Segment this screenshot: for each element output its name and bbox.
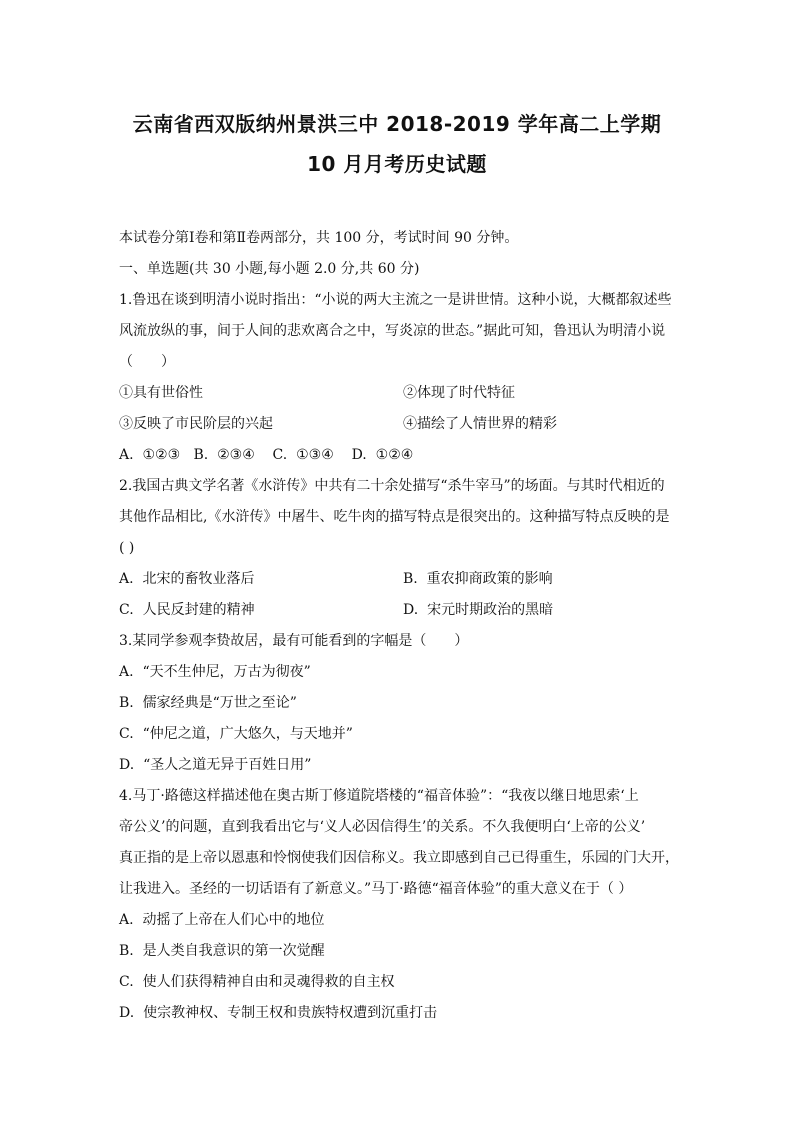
q3-option-b: B. 儒家经典是“万世之至论” — [119, 695, 297, 711]
q4-stem-line2: 帝公义’的问题，直到我看出它与‘义人必因信得生’的关系。不久我便明白‘上帝的公义’ — [119, 819, 646, 835]
q1-item-4: ④描绘了人情世界的精彩 — [403, 416, 557, 432]
q1-item-1: ①具有世俗性 — [119, 385, 203, 401]
q4-option-a: A. 动摇了上帝在人们心中的地位 — [119, 912, 325, 928]
page-title-line2: 10 月月考历史试题 — [307, 152, 487, 176]
q3-option-c: C. “仲尼之道，广大悠久，与天地并” — [119, 726, 353, 742]
q2-stem-line1: 2.我国古典文学名著《水浒传》中共有二十余处描写“杀牛宰马”的场面。与其时代相近的 — [119, 478, 665, 494]
q4-option-d: D. 使宗教神权、专制王权和贵族特权遭到沉重打击 — [119, 1005, 438, 1021]
q4-option-b: B. 是人类自我意识的第一次觉醒 — [119, 943, 325, 959]
q1-stem-line1: 1.鲁迅在谈到明清小说时指出：“小说的两大主流之一是讲世情。这种小说，大概都叙述些 — [119, 292, 672, 308]
section-heading: 一、单选题(共 30 小题,每小题 2.0 分,共 60 分) — [119, 261, 420, 277]
q1-item-2: ②体现了时代特征 — [403, 385, 515, 401]
q1-options: A. ①②③ B. ②③④ C. ①③④ D. ①②④ — [119, 447, 414, 463]
q4-option-c: C. 使人们获得精神自由和灵魂得救的自主权 — [119, 974, 395, 990]
q3-option-a: A. “天不生仲尼，万古为彻夜” — [119, 664, 311, 680]
q2-option-a: A. 北宋的畜牧业落后 — [119, 571, 255, 587]
exam-intro: 本试卷分第Ⅰ卷和第Ⅱ卷两部分，共 100 分，考试时间 90 分钟。 — [119, 230, 519, 246]
page-title-line1: 云南省西双版纳州景洪三中 2018-2019 学年高二上学期 — [132, 112, 662, 136]
q4-stem-line4: 让我进入。圣经的一切话语有了新意义。”马丁·路德“福音体验”的重大意义在于（ ） — [119, 881, 633, 897]
q1-stem-line3: （ ） — [119, 354, 175, 370]
q2-option-c: C. 人民反封建的精神 — [119, 602, 255, 618]
q3-option-d: D. “圣人之道无异于百姓日用” — [119, 757, 312, 773]
q2-stem-line2: 其他作品相比,《水浒传》中屠牛、吃牛肉的描写特点是很突出的。这种描写特点反映的是 — [119, 509, 670, 525]
q2-stem-line3: ( ) — [119, 540, 135, 556]
q4-stem-line3: 真正指的是上帝以恩惠和怜悯使我们因信称义。我立即感到自己已得重生，乐园的门大开， — [119, 850, 679, 866]
q1-stem-line2: 风流放纵的事，间于人间的悲欢离合之中，写炎凉的世态。”据此可知，鲁迅认为明清小说 — [119, 323, 666, 339]
q3-stem: 3.某同学参观李贽故居，最有可能看到的字幅是（ ） — [119, 633, 469, 649]
q2-option-d: D. 宋元时期政治的黑暗 — [403, 602, 554, 618]
q2-option-b: B. 重农抑商政策的影响 — [403, 571, 553, 587]
q1-item-3: ③反映了市民阶层的兴起 — [119, 416, 273, 432]
q4-stem-line1: 4.马丁·路德这样描述他在奥古斯丁修道院塔楼的“福音体验”：“我夜以继日地思索‘上 — [119, 788, 639, 804]
